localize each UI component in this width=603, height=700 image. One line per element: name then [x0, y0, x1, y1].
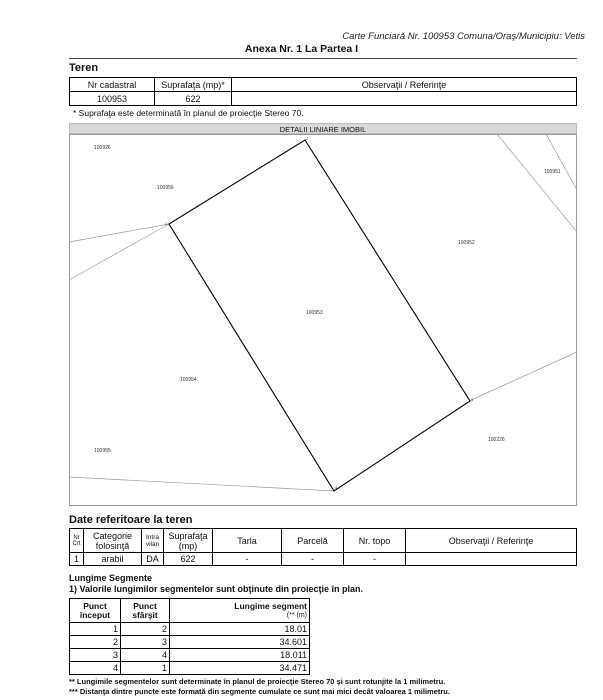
segments-note-2: *** Distanţa dintre puncte este formată din segmente cumulate ce sunt mai mici decât valoarea 1 milimetru.	[69, 687, 450, 696]
segment-length: 18.01	[170, 623, 310, 636]
segment-end: 1	[121, 662, 170, 675]
teren-note: * Suprafaţa este determinată în planul de proiecţie Stereo 70.	[73, 108, 304, 118]
parcel-label-100951: 100951	[544, 169, 561, 175]
segments-col-end: Punct sfârşit	[121, 599, 170, 623]
date-cell-suprafata: 622	[164, 553, 213, 566]
date-col-intravilan: Intra vilan	[142, 529, 164, 553]
map-heading: DETALII LINIARE IMOBIL	[69, 123, 577, 134]
teren-cell-cadastral: 100953	[70, 92, 155, 106]
parcel-label-100952: 100952	[458, 240, 475, 246]
segments-heading: Lungime Segmente	[69, 573, 153, 583]
document-header-title: Carte Funciară Nr. 100953 Comuna/Oraş/Municipiu: Vetis	[342, 31, 585, 42]
date-cell-nrtopo: -	[344, 553, 406, 566]
point-label-4: 4	[335, 485, 338, 490]
annex-title: Anexa Nr. 1 La Partea I	[244, 43, 359, 55]
map-frame	[70, 135, 577, 506]
segment-length: 34.471	[170, 662, 310, 675]
teren-heading: Teren	[69, 62, 99, 74]
segments-col-length	[170, 599, 310, 623]
segments-subheading: 1) Valorile lungimilor segmentelor sunt obţinute din proiecţie în plan.	[69, 584, 364, 594]
teren-col-observatii: Observaţii / Referinţe	[232, 78, 577, 92]
date-col-nrcrt: Nr Crt	[70, 529, 84, 553]
parcel-label-100954: 100954	[180, 377, 197, 383]
teren-cell-observatii	[232, 92, 577, 106]
segment-length: 18.011	[170, 649, 310, 662]
point-label-2: 2	[306, 136, 309, 141]
date-col-tarla: Tarla	[213, 529, 282, 553]
header-divider	[69, 58, 577, 59]
date-col-nrtopo: Nr. topo	[344, 529, 406, 553]
segments-col-length-unit: (** (m)	[286, 611, 307, 619]
point-label-1: 1	[165, 221, 168, 226]
parcel-label-100926: 100926	[94, 145, 111, 151]
date-col-parcela: Parcelă	[282, 529, 344, 553]
teren-table	[69, 77, 577, 106]
segment-end: 3	[121, 636, 170, 649]
parcel-label-100955: 100955	[94, 448, 111, 454]
date-cell-intravilan: DA	[142, 553, 164, 566]
segments-col-length-label: Lungime segment	[234, 600, 307, 611]
date-cell-tarla: -	[213, 553, 282, 566]
segment-start: 4	[70, 662, 121, 675]
teren-col-cadastral: Nr cadastral	[70, 78, 155, 92]
date-col-suprafata: Suprafaţa (mp)	[164, 529, 213, 553]
parcel-label-100953: 100953	[306, 310, 323, 316]
segments-note-1: ** Lungimile segmentelor sunt determinate în planul de proiecţie Stereo 70 şi sunt rotunjite la 1 milimetru.	[69, 677, 446, 686]
date-col-observatii: Observaţii / Referinţe	[406, 529, 577, 553]
segment-end: 4	[121, 649, 170, 662]
date-cell-observatii	[406, 553, 577, 566]
segment-length: 34.601	[170, 636, 310, 649]
date-cell-parcela: -	[282, 553, 344, 566]
teren-cell-suprafata: 622	[155, 92, 232, 106]
point-label-3: 3	[471, 397, 474, 402]
segment-start: 3	[70, 649, 121, 662]
parcel-label-100956: 100956	[157, 185, 174, 191]
date-heading: Date referitoare la teren	[69, 514, 193, 526]
segment-start: 1	[70, 623, 121, 636]
teren-col-suprafata: Suprafaţa (mp)*	[155, 78, 232, 92]
segment-start: 2	[70, 636, 121, 649]
date-table	[69, 528, 577, 566]
parcel-label-100226: 100226	[488, 437, 505, 443]
segments-col-start: Punct început	[70, 599, 121, 623]
date-col-categorie: Categorie folosinţă	[84, 529, 142, 553]
date-cell-categorie: arabil	[84, 553, 142, 566]
segments-table	[69, 598, 310, 675]
date-cell-nrcrt: 1	[70, 553, 84, 566]
segment-end: 2	[121, 623, 170, 636]
cadastral-map	[69, 134, 577, 506]
